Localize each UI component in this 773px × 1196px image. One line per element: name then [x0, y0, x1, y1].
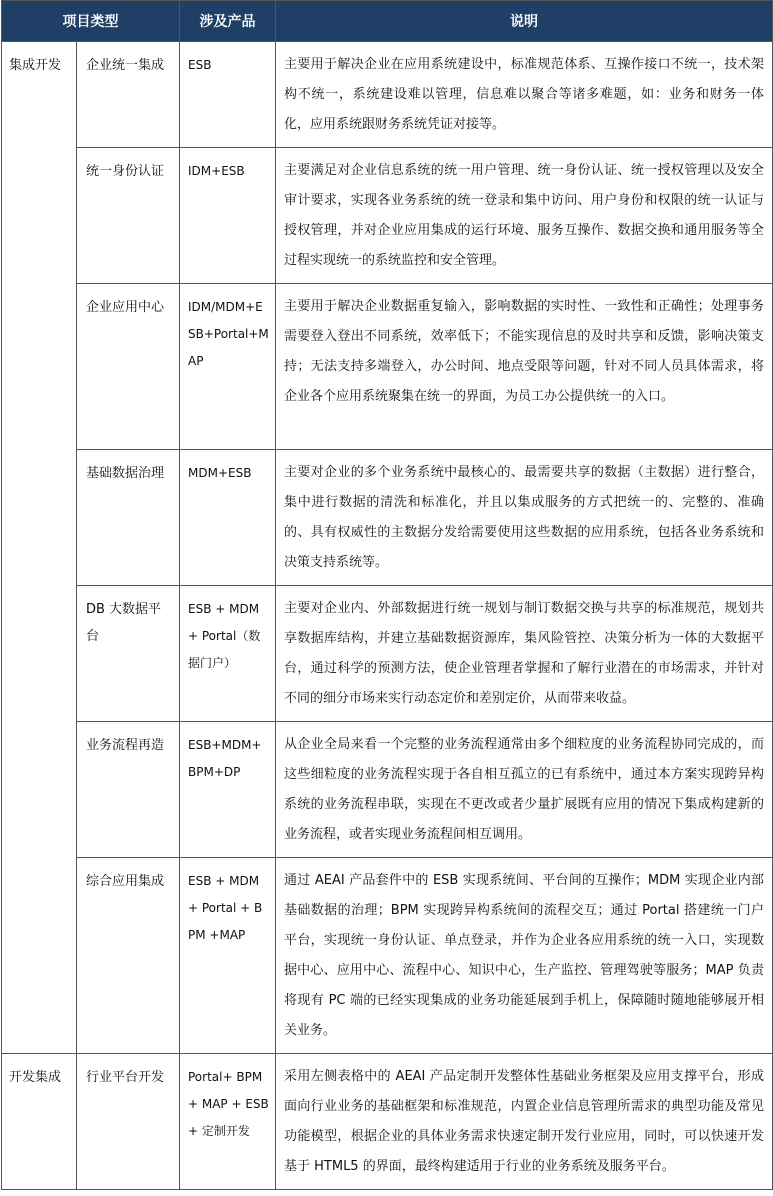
table-row — [2, 722, 773, 858]
product-cell: MDM+ESB — [180, 450, 276, 586]
table-row — [2, 586, 773, 722]
table-row — [2, 284, 773, 450]
description-cell: 主要满足对企业信息系统的统一用户管理、统一身份认证、统一授权管理以及安全审计要求，实现各业务系统的统一登录和集中访问、用户身份和权限的统一认证与授权管理，并对企业应用集成的运行环境、服务互操作、数据交换和通用服务等全过程实现统一的系统监控和安全管理。 — [276, 148, 773, 284]
header-product: 涉及产品 — [180, 1, 276, 42]
header-project-type: 项目类型 — [2, 1, 180, 42]
table-row — [2, 450, 773, 586]
product-cell: IDM+ESB — [180, 148, 276, 284]
description-cell: 主要对企业的多个业务系统中最核心的、最需要共享的数据（主数据）进行整合，集中进行数据的清洗和标准化，并且以集成服务的方式把统一的、完整的、准确的、具有权威性的主数据分发给需要使用这些数据的应用系统，包括各业务系统和决策支持系统等。 — [276, 450, 773, 586]
project-type-cell: 企业应用中心 — [77, 284, 180, 450]
table-row — [2, 148, 773, 284]
description-cell: 采用左侧表格中的 AEAI 产品定制开发整体性基础业务框架及应用支撑平台，形成面向行业业务的基础框架和标准规范，内置企业信息管理所需求的典型功能及常见功能模型，根据企业的具体业务需求快速定制开发行业应用，同时，可以快速开发基于 HTML5 的界面，最终构建适用于行业的业务系统及服务平台。 — [276, 1054, 773, 1190]
product-cell: ESB+MDM+BPM+DP — [180, 722, 276, 858]
project-type-cell: DB 大数据平台 — [77, 586, 180, 722]
table-row — [2, 858, 773, 1054]
project-type-cell: 基础数据治理 — [77, 450, 180, 586]
project-type-cell: 业务流程再造 — [77, 722, 180, 858]
category-cell: 开发集成 — [2, 1054, 77, 1190]
project-type-table — [1, 0, 773, 1190]
description-cell: 主要用于解决企业数据重复输入，影响数据的实时性、一致性和正确性；处理事务需要登入登出不同系统，效率低下；不能实现信息的及时共享和反馈，影响决策支持；无法支持多端登入，办公时间、地点受限等问题，针对不同人员具体需求，将企业各个应用系统聚集在统一的界面，为员工办公提供统一的入口。 — [276, 284, 773, 450]
project-type-cell: 综合应用集成 — [77, 858, 180, 1054]
project-type-cell: 企业统一集成 — [77, 42, 180, 148]
category-cell: 集成开发 — [2, 42, 77, 1054]
description-cell: 主要对企业内、外部数据进行统一规划与制订数据交换与共享的标准规范，规划共享数据库结构，并建立基础数据资源库，集风险管控、决策分析为一体的大数据平台，通过科学的预测方法，使企业管理者掌握和了解行业潜在的市场需求，并针对不同的细分市场来实行动态定价和差别定价，从而带来收益。 — [276, 586, 773, 722]
header-description: 说明 — [276, 1, 773, 42]
description-cell: 从企业全局来看一个完整的业务流程通常由多个细粒度的业务流程协同完成的，而这些细粒度的业务流程实现于各自相互孤立的已有系统中，通过本方案实现跨异构系统的业务流程串联，实现在不更改或者少量扩展既有应用的情况下集成构建新的业务流程，或者实现业务流程间相互调用。 — [276, 722, 773, 858]
table-row — [2, 42, 773, 148]
description-cell: 通过 AEAI 产品套件中的 ESB 实现系统间、平台间的互操作；MDM 实现企业内部基础数据的治理；BPM 实现跨异构系统间的流程交互；通过 Portal 搭建统一门户平台，实现统一身份认证、单点登录，并作为企业各应用系统的统一入口，实现数据中心、应用中心、流程中心、知识中心，生产监控、管理驾驶等服务；MAP 负责将现有 PC 端的已经实现集成的业务功能延展到手机上，保障随时随地能够展开相关业务。 — [276, 858, 773, 1054]
product-cell: IDM/MDM+ESB+Portal+MAP — [180, 284, 276, 450]
table-row — [2, 1054, 773, 1190]
header-row — [2, 1, 773, 42]
product-cell: ESB — [180, 42, 276, 148]
project-type-cell: 统一身份认证 — [77, 148, 180, 284]
product-cell: ESB + MDM + Portal + BPM +MAP — [180, 858, 276, 1054]
product-cell: Portal+ BPM + MAP + ESB + 定制开发 — [180, 1054, 276, 1190]
project-type-cell: 行业平台开发 — [77, 1054, 180, 1190]
product-cell: ESB + MDM + Portal（数据门户） — [180, 586, 276, 722]
description-cell: 主要用于解决企业在应用系统建设中，标准规范体系、互操作接口不统一，技术架构不统一，系统建设难以管理，信息难以聚合等诸多难题，如：业务和财务一体化，应用系统跟财务系统凭证对接等。 — [276, 42, 773, 148]
